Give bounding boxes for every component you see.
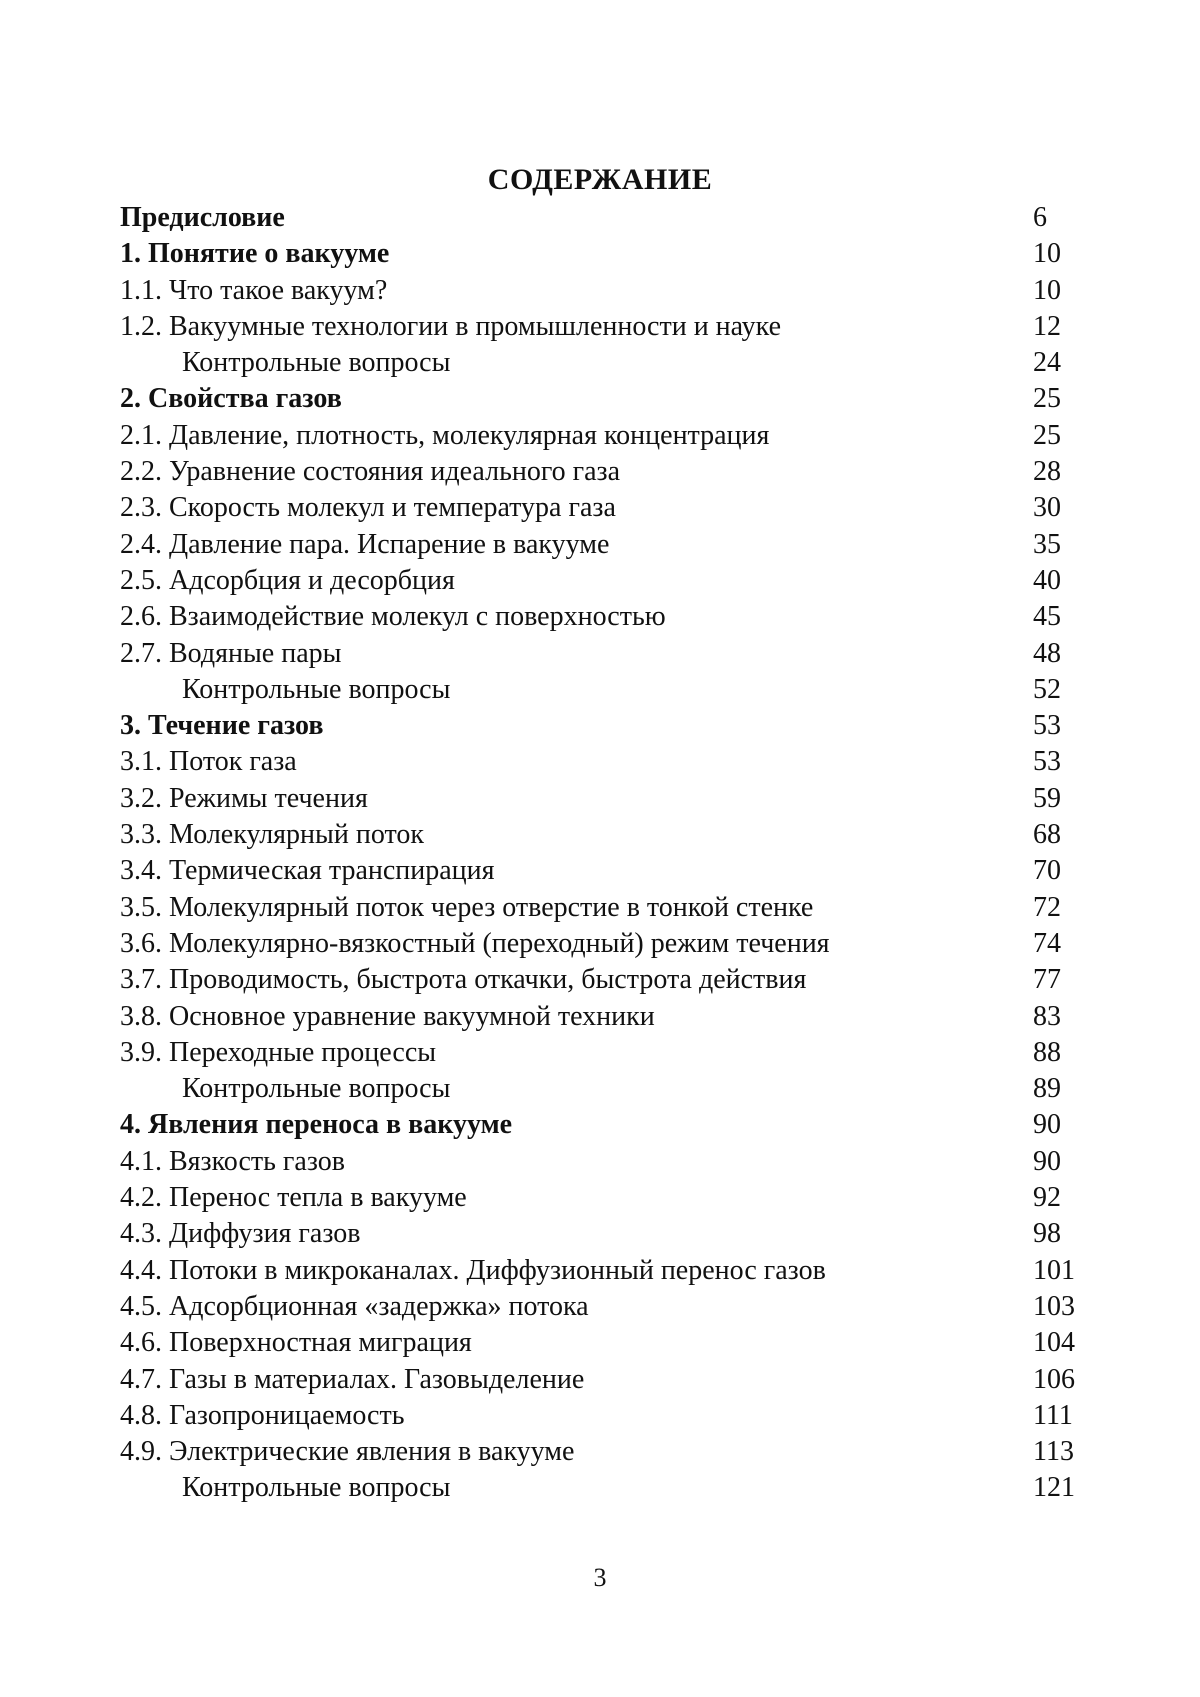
toc-entry-page: 111 [1033,1399,1073,1431]
toc-entry-title: 3.3. Молекулярный поток [120,819,424,851]
toc-entry-title: 1.1. Что такое вакуум? [120,274,388,306]
toc-entry-title: 4. Явления переноса в вакууме [120,1109,513,1141]
toc-entry-page: 77 [1033,964,1061,996]
toc-entry [120,1144,1080,1180]
toc-entry [120,708,1080,744]
toc-entry-page: 53 [1033,710,1061,742]
toc-entry-page: 59 [1033,782,1061,814]
toc-entry-title: 3.6. Молекулярно-вязкостный (переходный) режим течения [120,927,830,959]
toc-entry-page: 98 [1033,1218,1061,1250]
toc-entry-title: 2. Свойства газов [120,383,342,415]
toc-entry [120,1253,1080,1289]
toc-entry [120,962,1080,998]
toc-entry [120,999,1080,1035]
toc-entry [120,273,1080,309]
toc-entry-page: 45 [1033,601,1061,633]
toc-entry [120,1362,1080,1398]
toc-entry-title: 4.2. Перенос тепла в вакууме [120,1182,467,1214]
toc-entry-title: 3.5. Молекулярный поток через отверстие в тонкой стенке [120,891,814,923]
toc-entry-title: 4.8. Газопроницаемость [120,1399,405,1431]
toc-entry-page: 88 [1033,1036,1061,1068]
toc-entry-title: 1.2. Вакуумные технологии в промышленности и науке [120,310,782,342]
toc-entry [120,599,1080,635]
toc-entry-page: 25 [1033,383,1061,415]
toc-entry-page: 35 [1033,528,1061,560]
toc-entry [120,1398,1080,1434]
toc-entry [120,236,1080,272]
toc-entry-title: 3.1. Поток газа [120,746,297,778]
toc-entry-title: 2.7. Водяные пары [120,637,342,669]
toc-entry-page: 68 [1033,819,1061,851]
toc-entry-page: 48 [1033,637,1061,669]
toc-entry-title: 2.5. Адсорбция и десорбция [120,564,455,596]
toc-entry [120,1107,1080,1143]
toc-entry-title: Контрольные вопросы [182,1073,451,1105]
toc-list [120,200,1080,1507]
toc-entry-title: Контрольные вопросы [182,1472,451,1504]
toc-entry-page: 24 [1033,347,1061,379]
toc-entry-title: 4.3. Диффузия газов [120,1218,361,1250]
toc-entry [120,490,1080,526]
toc-entry-page: 12 [1033,310,1061,342]
toc-entry-title: 4.1. Вязкость газов [120,1145,345,1177]
toc-entry [120,345,1080,381]
toc-entry [120,1434,1080,1470]
toc-entry [120,1289,1080,1325]
toc-entry [120,1035,1080,1071]
toc-entry-title: 4.4. Потоки в микроканалах. Диффузионный перенос газов [120,1254,826,1286]
toc-entry-page: 90 [1033,1145,1061,1177]
toc-entry [120,1071,1080,1107]
toc-entry-page: 40 [1033,564,1061,596]
toc-entry-title: 4.9. Электрические явления в вакууме [120,1436,575,1468]
toc-entry-title: 3.7. Проводимость, быстрота откачки, быстрота действия [120,964,807,996]
toc-entry [120,672,1080,708]
toc-title: СОДЕРЖАНИЕ [487,163,713,196]
toc-entry [120,1216,1080,1252]
toc-entry [120,1180,1080,1216]
toc-entry [120,527,1080,563]
toc-entry-page: 10 [1033,238,1061,270]
toc-entry-title: Контрольные вопросы [182,673,451,705]
toc-entry [120,781,1080,817]
page-number: 3 [593,1563,607,1592]
toc-entry-page: 72 [1033,891,1061,923]
toc-entry-page: 30 [1033,492,1061,524]
toc-entry-page: 83 [1033,1000,1061,1032]
toc-entry-title: 4.5. Адсорбционная «задержка» потока [120,1290,589,1322]
toc-entry-title: 2.1. Давление, плотность, молекулярная концентрация [120,419,770,451]
toc-entry [120,1325,1080,1361]
toc-entry-page: 103 [1033,1290,1075,1322]
toc-entry-title: 1. Понятие о вакууме [120,238,390,270]
toc-entry-title: 3.2. Режимы течения [120,782,368,814]
toc-entry-page: 28 [1033,456,1061,488]
toc-entry-page: 121 [1033,1472,1075,1504]
toc-entry-title: 3.8. Основное уравнение вакуумной техники [120,1000,655,1032]
toc-entry [120,926,1080,962]
toc-entry-title: 4.6. Поверхностная миграция [120,1327,472,1359]
toc-entry [120,890,1080,926]
toc-entry-title: 3.4. Термическая транспирация [120,855,495,887]
toc-entry-title: Контрольные вопросы [182,347,451,379]
toc-entry-title: Предисловие [120,202,285,233]
toc-entry [120,200,1080,236]
toc-entry-title: 3.9. Переходные процессы [120,1036,437,1068]
toc-entry-page: 6 [1033,202,1047,233]
toc-entry [120,563,1080,599]
toc-entry-page: 74 [1033,927,1061,959]
toc-entry-page: 25 [1033,419,1061,451]
toc-entry [120,1470,1080,1506]
toc-entry [120,418,1080,454]
toc-entry-page: 89 [1033,1073,1061,1105]
toc-entry [120,636,1080,672]
toc-entry-title: 2.4. Давление пара. Испарение в вакууме [120,528,610,560]
toc-entry [120,381,1080,417]
toc-entry-title: 4.7. Газы в материалах. Газовыделение [120,1363,585,1395]
toc-entry-title: 3. Течение газов [120,710,324,742]
toc-entry [120,454,1080,490]
toc-entry-page: 70 [1033,855,1061,887]
toc-entry [120,817,1080,853]
toc-entry-page: 101 [1033,1254,1075,1286]
toc-entry-page: 10 [1033,274,1061,306]
toc-entry-page: 113 [1033,1436,1074,1468]
toc-entry-page: 92 [1033,1182,1061,1214]
toc-entry [120,853,1080,889]
toc-entry-page: 53 [1033,746,1061,778]
toc-entry-title: 2.2. Уравнение состояния идеального газа [120,456,621,488]
toc-entry-page: 90 [1033,1109,1061,1141]
toc-entry-title: 2.3. Скорость молекул и температура газа [120,492,616,524]
toc-entry-title: 2.6. Взаимодействие молекул с поверхностью [120,601,666,633]
toc-entry [120,744,1080,780]
toc-entry-page: 52 [1033,673,1061,705]
toc-entry [120,309,1080,345]
toc-entry-page: 104 [1033,1327,1075,1359]
toc-entry-page: 106 [1033,1363,1075,1395]
